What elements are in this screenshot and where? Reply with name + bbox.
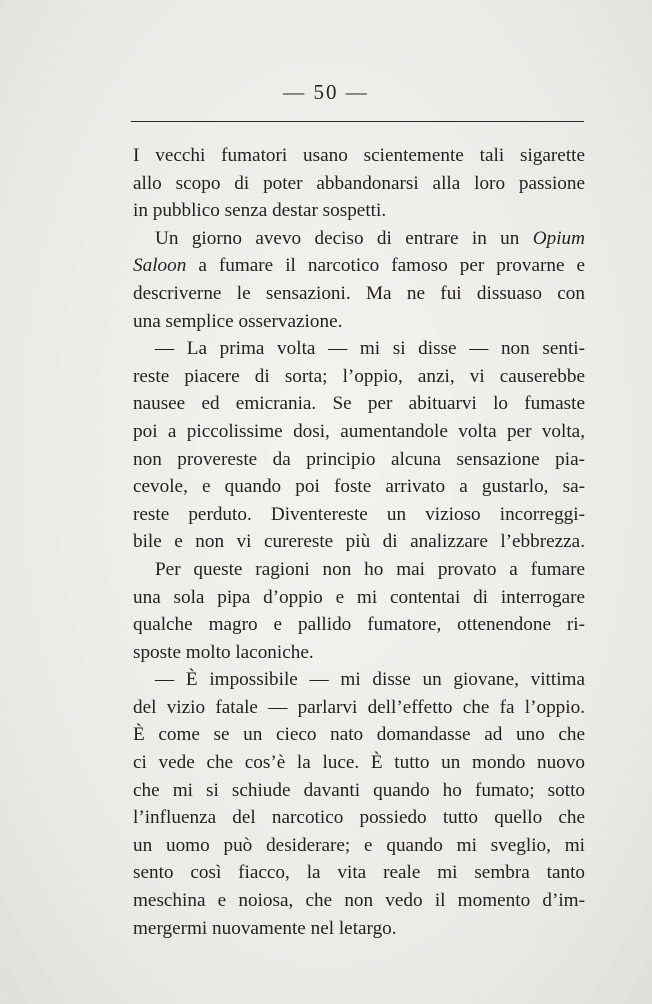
text-line: I vecchi fumatori usano scientemente tali sigarette: [133, 145, 585, 166]
italic-word: Opium: [532, 227, 585, 249]
text-line: ci vede che cos’è la luce. È tutto un mondo nuovo: [133, 752, 585, 774]
header-rule: [131, 121, 584, 122]
text-line: mergermi nuovamente nel letargo.: [133, 917, 397, 939]
text-line: allo scopo di poter abbandonarsi alla loro passione: [133, 172, 585, 194]
text-line: Un giorno avevo deciso di entrare in un Opium: [155, 227, 585, 249]
text-line: cevole, e quando poi foste arrivato a gustarlo, sa-: [133, 476, 585, 498]
text-line: sento così fiacco, la vita reale mi sembra tanto: [133, 862, 585, 884]
text-line: Saloon a fumare il narcotico famoso per provarne e: [133, 255, 585, 277]
text-line: È come se un cieco nato domandasse ad uno che: [133, 724, 585, 746]
text-line: una sola pipa d’oppio e mi contentai di interrogare: [133, 586, 585, 608]
text-line: un uomo può desiderare; e quando mi sveglio, mi: [133, 834, 585, 856]
text-line: bile e non vi curereste più di analizzare l’ebbrezza.: [133, 531, 585, 553]
text-line: reste perduto. Diventereste un vizioso incorreggi-: [133, 503, 585, 525]
text-line: che mi si schiude davanti quando ho fumato; sotto: [133, 779, 585, 801]
text-line: non provereste da principio alcuna sensazione pia-: [133, 448, 585, 470]
text-line: meschina e noiosa, che non vedo il momento d’im-: [133, 890, 585, 912]
text-line: descriverne le sensazioni. Ma ne fui dissuaso con: [133, 282, 585, 304]
text-line: nausee ed emicrania. Se per abituarvi lo fumaste: [133, 393, 585, 415]
text-line: reste piacere di sorta; l’oppio, anzi, vi causerebbe: [133, 365, 585, 387]
text-line: del vizio fatale — parlarvi dell’effetto che fa l’oppio.: [133, 696, 585, 718]
text-line: Per queste ragioni non ho mai provato a fumare: [155, 558, 585, 580]
text-line: in pubblico senza destar sospetti.: [133, 200, 387, 222]
text-line: qualche magro e pallido fumatore, ottenendone ri-: [133, 614, 585, 636]
text-line: poi a piccolissime dosi, aumentandole volta per volta,: [133, 420, 585, 442]
text-line: una semplice osservazione.: [133, 310, 343, 332]
body-text: [133, 142, 585, 942]
page-number: — 50 —: [283, 80, 369, 104]
text-line: — La prima volta — mi si disse — non senti-: [155, 338, 585, 360]
italic-word: Saloon: [133, 255, 187, 277]
text-line: — È impossibile — mi disse un giovane, vittima: [155, 669, 585, 691]
text-line: l’influenza del narcotico possiedo tutto quello che: [133, 807, 585, 829]
text-line: sposte molto laconiche.: [133, 641, 314, 663]
